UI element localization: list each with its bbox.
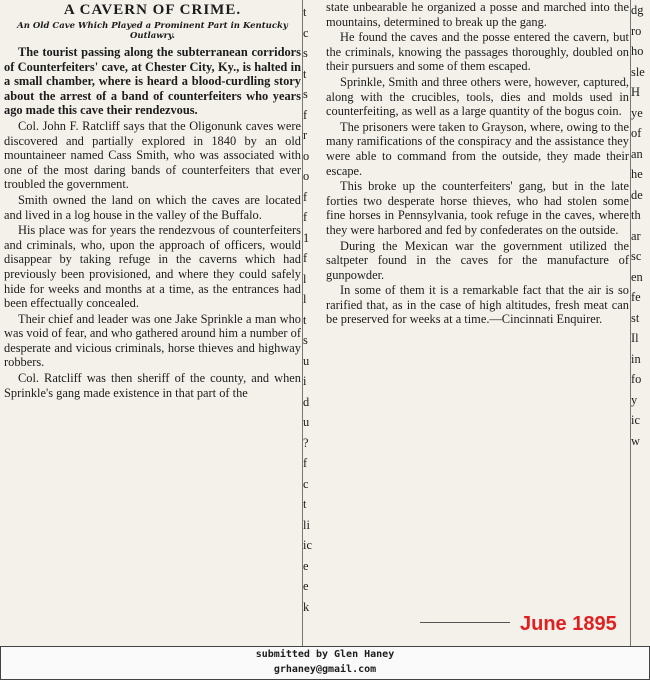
text-fragment: k [303,599,310,614]
text-fragment: o [303,169,310,183]
text-fragment: t [303,5,307,19]
text-fragment: an [631,146,643,161]
text-fragment: he [631,167,643,181]
text-fragment: fo [631,372,642,386]
text-fragment: t [303,312,307,327]
article-headline: A CAVERN OF CRIME. [63,2,242,18]
article-paragraph: He found the caves and the posse entered the cavern, but the criminals, knowing the passages thoroughly, doubled on their pursuers and some of them escaped. [326,30,629,74]
text-fragment: y [631,392,638,407]
middle-column [326,0,629,644]
text-fragment: d [303,394,310,409]
article-paragraph: Col. Ratcliff was then sheriff of the county, and when Sprinkle's gang made existence in that part of the [4,371,301,400]
article-paragraph: His place was for years the rendezvous of counterfeiters and criminals, who, upon the approach of officers, would disappear by taking refuge in the caverns which had previously been provisioned, and where they could safely hide for weeks and months at a time, as the entrances had been effectually concealed. [4,223,301,311]
text-fragment: s [303,87,308,101]
text-fragment: l [303,271,307,286]
text-fragment: sc [631,249,642,263]
text-fragment: r [303,128,308,142]
text-fragment: H [631,85,640,99]
text-fragment: f [303,456,308,470]
text-fragment: s [303,46,308,60]
article-paragraph: Their chief and leader was one Jake Sprinkle a man who was void of fear, and who gathered around him a number of desperate and vicious criminals, horse thieves and highway robbers. [4,311,301,370]
article-paragraph: The tourist passing along the subterranean corridors of Counterfeiters' cave, at Chester City, Ky., is halted in a small chamber, where is heard a blood-curdling story about the arrest of a band of counterfeiters who years ago made this cave their rendezvous. [4,45,301,118]
right-gutter-fragments [631,0,650,644]
article-paragraph: state unbearable he organized a posse and marched into the mountains, determined to break up the gang. [326,0,629,29]
text-fragment: c [303,25,309,40]
article-paragraph: The prisoners were taken to Grayson, where, owing to the many ramifications of the conspiracy and the assistance they were able to command from the outside, they made their escape. [326,119,629,178]
text-fragment: fe [631,290,641,304]
article-paragraph: In some of them it is a remarkable fact that the air is so rarified that, as in the case of high altitudes, fresh meat can be preserved for weeks at a time.—Cincinnati Enquirer. [326,283,629,327]
article-paragraph: Sprinkle, Smith and three others were, however, captured, along with the crucibles, tools, dies and molds used in counterfeiting, as well as a large quantity of the bogus coin. [326,74,629,119]
left-column [4,2,301,646]
text-fragment: u [303,353,310,368]
text-fragment: e [303,558,309,573]
text-fragment: de [631,187,643,202]
text-fragment: f [303,107,308,122]
submission-footer [0,646,650,680]
text-fragment: ho [631,44,644,58]
text-fragment: t [303,66,307,81]
text-fragment: in [631,351,641,366]
article-subhead: An Old Cave Which Played a Prominent Part in Kentucky Outlawry. [17,21,288,41]
submitter-email: grhaney@gmail.com [273,664,377,675]
text-fragment: w [631,433,640,448]
text-fragment: en [631,269,643,284]
article-paragraph: Smith owned the land on which the caves are located and lived in a log house in the valley of the Buffalo. [4,192,301,222]
text-fragment: ic [631,413,640,427]
text-fragment: ye [631,105,643,120]
article-paragraph: This broke up the counterfeiters' gang, but in the late forties two desperate horse thieves, who had stolen some fine horses in Pennsylvania, took refuge in the caves, where they were harbored and fed by confederates on the outside. [326,179,629,237]
text-fragment: t [303,497,307,511]
left-gutter-fragments [303,2,325,646]
text-fragment: c [303,476,309,491]
text-fragment: l [303,292,307,306]
text-fragment: st [631,310,640,325]
text-fragment: f [303,251,308,265]
text-fragment: dg [631,3,644,17]
text-fragment: i [303,374,307,388]
article-paragraph: Col. John F. Ratcliff says that the Oligonunk caves were discovered and partially explored in 1840 by an old mountaineer named Cass Smith, who was associated with one of the most daring bands of counterfeiters that ever troubled the government. [4,118,301,192]
text-fragment: sle [631,64,645,79]
text-fragment: Il [631,331,639,345]
text-fragment: s [303,333,308,347]
text-fragment: ic [303,538,312,552]
text-fragment: e [303,579,309,593]
text-fragment: f [303,189,308,204]
submitted-by-text: submitted by Glen Haney [255,649,395,660]
text-fragment: u [303,415,310,429]
text-fragment: of [631,126,642,140]
text-fragment: ? [303,435,309,450]
text-fragment: ar [631,228,641,243]
text-fragment: ro [631,23,642,38]
text-fragment: li [303,517,310,532]
text-fragment: th [631,208,641,222]
article-paragraph: During the Mexican war the government utilized the saltpeter found in the caves for the manufacture of gunpowder. [326,238,629,282]
end-of-article-rule [420,622,510,623]
text-fragment: 1 [303,230,310,245]
text-fragment: o [303,148,310,163]
date-stamp: June 1895 [520,613,617,635]
text-fragment: f [303,210,308,224]
